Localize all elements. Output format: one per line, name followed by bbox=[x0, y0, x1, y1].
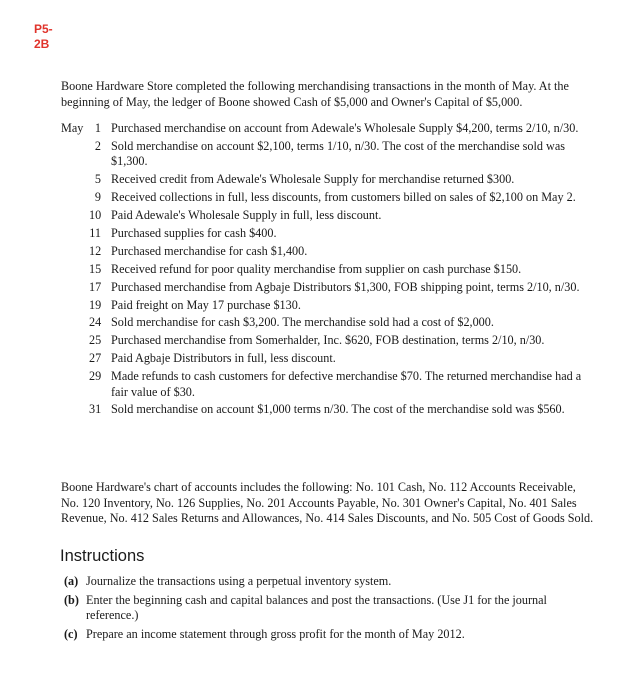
transaction-row bbox=[61, 280, 596, 296]
instruction-letter: (a) bbox=[64, 574, 79, 588]
transaction-day: 12 bbox=[89, 243, 102, 258]
transaction-day: 2 bbox=[94, 138, 101, 153]
transaction-text: Purchased merchandise from Somerhalder, Inc. $620, FOB destination, terms 2/10, n/30. bbox=[111, 333, 545, 348]
transaction-day: 5 bbox=[94, 172, 101, 187]
transaction-day: 29 bbox=[89, 369, 102, 384]
instruction-letter: (c) bbox=[64, 626, 78, 641]
transaction-text: Purchased merchandise for cash $1,400. bbox=[111, 243, 308, 258]
transaction-day: 27 bbox=[89, 351, 102, 366]
transaction-row bbox=[61, 139, 596, 170]
problem-number bbox=[34, 22, 53, 52]
transaction-month: May bbox=[61, 121, 84, 135]
transaction-row bbox=[61, 333, 596, 349]
transaction-day: 15 bbox=[89, 261, 102, 276]
instruction-text: Prepare an income statement through gross profit for the month of May 2012. bbox=[86, 626, 465, 641]
transaction-row bbox=[61, 244, 596, 260]
transaction-day: 11 bbox=[89, 225, 101, 240]
transaction-row bbox=[61, 172, 596, 188]
transaction-text: Sold merchandise for cash $3,200. The merchandise sold had a cost of $2,000. bbox=[111, 315, 494, 330]
transaction-text: Paid Agbaje Distributors in full, less discount. bbox=[111, 351, 336, 366]
instruction-text: Journalize the transactions using a perpetual inventory system. bbox=[86, 574, 392, 588]
transaction-list bbox=[61, 121, 596, 420]
intro-paragraph: Boone Hardware Store completed the following merchandising transactions in the month of May. At the beginning of May, the ledger of Boone showed Cash of $5,000 and Owner's Capital of $5,000. bbox=[61, 79, 569, 109]
transaction-text: Received credit from Adewale's Wholesale Supply for merchandise returned $300. bbox=[111, 172, 515, 187]
transaction-row bbox=[61, 262, 596, 278]
transaction-text: Received refund for poor quality merchandise from supplier on cash purchase $150. bbox=[111, 261, 522, 276]
transaction-day: 24 bbox=[89, 315, 102, 330]
transaction-day: 1 bbox=[94, 121, 101, 135]
transaction-row bbox=[61, 402, 596, 418]
transaction-day: 25 bbox=[89, 333, 102, 348]
transaction-text: Purchased merchandise from Agbaje Distributors $1,300, FOB shipping point, terms 2/10, n/30. bbox=[111, 279, 580, 294]
problem-number-line2: 2B bbox=[34, 37, 50, 51]
transaction-day: 9 bbox=[94, 190, 101, 205]
transaction-row bbox=[61, 298, 596, 314]
transaction-text: Purchased supplies for cash $400. bbox=[111, 225, 277, 240]
instruction-text: Enter the beginning cash and capital balances and post the transactions. (Use J1 for the journal reference.) bbox=[86, 592, 547, 622]
transaction-row bbox=[61, 208, 596, 224]
instructions-list bbox=[64, 574, 584, 645]
instruction-item bbox=[64, 593, 584, 624]
transaction-row bbox=[61, 190, 596, 206]
instructions-heading: Instructions bbox=[60, 547, 145, 565]
instruction-item bbox=[64, 627, 584, 643]
transaction-text: Purchased merchandise on account from Adewale's Wholesale Supply $4,200, terms 2/10, n/30. bbox=[111, 121, 579, 135]
transaction-row bbox=[61, 226, 596, 242]
instruction-letter: (b) bbox=[64, 592, 79, 607]
transaction-row bbox=[61, 369, 596, 400]
transaction-text: Paid Adewale's Wholesale Supply in full, less discount. bbox=[111, 208, 382, 223]
transaction-day: 17 bbox=[89, 279, 102, 294]
transaction-text: Made refunds to cash customers for defective merchandise $70. The returned merchandise had a fair value of $30. bbox=[111, 369, 582, 399]
transaction-text: Paid freight on May 17 purchase $130. bbox=[111, 297, 301, 312]
instruction-item bbox=[64, 574, 584, 590]
transaction-day: 19 bbox=[89, 297, 102, 312]
transaction-day: 31 bbox=[89, 402, 102, 417]
transaction-text: Received collections in full, less discounts, from customers billed on sales of $2,100 on May 2. bbox=[111, 190, 576, 205]
problem-number-line1: P5- bbox=[34, 22, 53, 36]
transaction-text: Sold merchandise on account $2,100, terms 1/10, n/30. The cost of the merchandise sold was $1,300. bbox=[111, 138, 566, 169]
chart-of-accounts-paragraph: Boone Hardware's chart of accounts includes the following: No. 101 Cash, No. 112 Accounts Receivable, No. 120 Inventory, No. 126 Supplies, No. 201 Accounts Payable, No. 301 Owner's Capital, No. 401 Sales Revenue, No. 412 Sales Returns and Allowances, No. 414 Sales Discounts, and No. 505 Cost of Goods Sold. bbox=[61, 480, 594, 525]
transaction-row bbox=[61, 315, 596, 331]
transaction-day: 10 bbox=[89, 208, 102, 223]
transaction-text: Sold merchandise on account $1,000 terms n/30. The cost of the merchandise sold was $560. bbox=[111, 402, 565, 417]
transaction-row bbox=[61, 121, 596, 137]
transaction-row bbox=[61, 351, 596, 367]
